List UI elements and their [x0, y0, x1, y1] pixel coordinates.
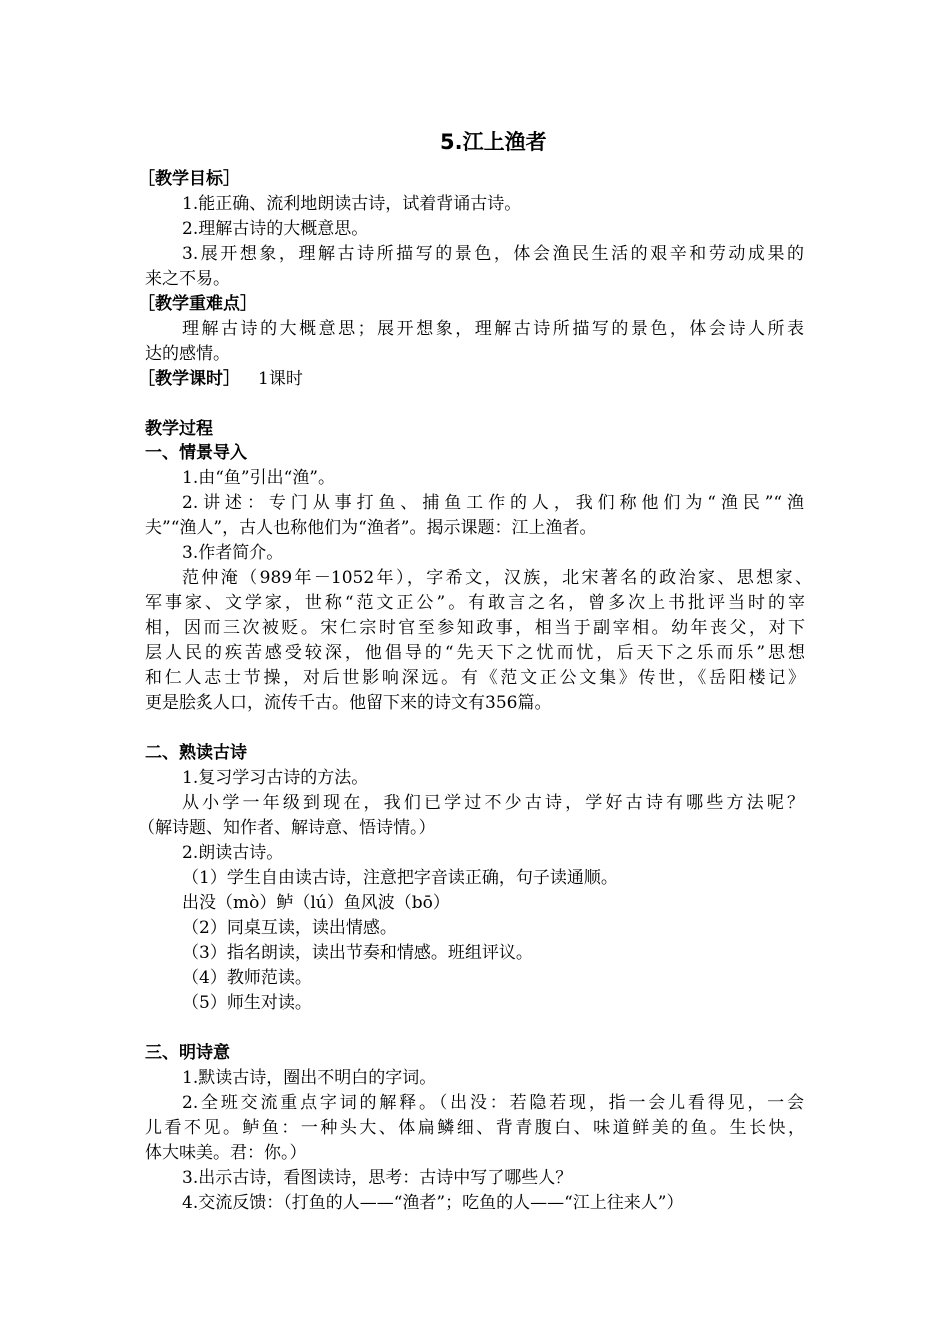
keypoints-heading: ［教学重难点］ — [138, 294, 257, 314]
s1-line: 3.作者简介。 — [182, 543, 284, 563]
s2-line: 2.朗读古诗。 — [182, 843, 284, 863]
s1-line: 相，因而三次被贬。宋仁宗时官至参知政事，相当于副宰相。幼年丧父，对下 — [145, 618, 805, 638]
s2-line: （2）同桌互读，读出情感。 — [182, 918, 397, 938]
section-1-heading: 一、情景导入 — [145, 443, 247, 463]
s1-line: 更是脍炙人口，流传千古。他留下来的诗文有356篇。 — [145, 693, 552, 713]
hours-heading: ［教学课时］ — [138, 369, 240, 389]
s1-line: 军事家、文学家，世称“范文正公”。有敢言之名，曾多次上书批评当时的宰 — [145, 593, 805, 613]
s1-line: 夫”“渔人”，古人也称他们为“渔者”。揭示课题：江上渔者。 — [145, 518, 597, 538]
section-3-heading: 三、明诗意 — [145, 1043, 230, 1063]
objective-item-2: 2.理解古诗的大概意思。 — [182, 219, 369, 239]
s1-line: 层人民的疾苦感受较深，他倡导的“先天下之忧而忧，后天下之乐而乐”思想 — [145, 643, 805, 663]
s2-line: （5）师生对读。 — [182, 993, 312, 1013]
objective-item-1: 1.能正确、流利地朗读古诗，试着背诵古诗。 — [182, 194, 522, 214]
objective-item-3: 3.展开想象，理解古诗所描写的景色，体会渔民生活的艰辛和劳动成果的 — [182, 244, 804, 264]
s2-line: （解诗题、知作者、解诗意、悟诗情。） — [138, 818, 436, 838]
s2-line: 从小学一年级到现在，我们已学过不少古诗，学好古诗有哪些方法呢？ — [182, 793, 804, 813]
objective-item-3-cont: 来之不易。 — [145, 269, 230, 289]
page-title: 5.江上渔者 — [440, 130, 547, 154]
s1-line: 2.讲述：专门从事打鱼、捕鱼工作的人，我们称他们为“渔民”“渔 — [182, 493, 804, 513]
s1-line: 范仲淹（989年－1052年），字希文，汉族，北宋著名的政治家、思想家、 — [182, 568, 812, 588]
section-2-heading: 二、熟读古诗 — [145, 743, 247, 763]
s1-line: 和仁人志士节操，对后世影响深远。有《范文正公文集》传世，《岳阳楼记》 — [145, 668, 805, 688]
s2-line: （3）指名朗读，读出节奏和情感。班组评议。 — [182, 943, 533, 963]
s3-line: 2.全班交流重点字词的解释。（出没：若隐若现，指一会儿看得见，一会 — [182, 1093, 804, 1113]
s2-line: （4）教师范读。 — [182, 968, 312, 988]
objectives-heading: ［教学目标］ — [138, 169, 240, 189]
s2-line: （1）学生自由读古诗，注意把字音读正确，句子读通顺。 — [182, 868, 618, 888]
s3-line: 儿看不见。鲈鱼：一种头大、体扁鳞细、背青腹白、味道鲜美的鱼。生长快， — [145, 1118, 805, 1138]
keypoints-line-1: 理解古诗的大概意思；展开想象，理解古诗所描写的景色，体会诗人所表 — [182, 319, 804, 339]
s1-line: 1.由“鱼”引出“渔”。 — [182, 468, 335, 488]
process-heading: 教学过程 — [145, 419, 213, 439]
s2-pinyin-line: 出没（mò）鲈（lú）鱼风波（bō） — [182, 893, 450, 913]
s3-line: 4.交流反馈：（打鱼的人——“渔者”；吃鱼的人——“江上往来人”） — [182, 1193, 684, 1213]
s3-line: 体大味美。君：你。） — [145, 1143, 307, 1163]
s3-line: 3.出示古诗，看图读诗，思考：古诗中写了哪些人？ — [182, 1168, 573, 1188]
s3-line: 1.默读古诗，圈出不明白的字词。 — [182, 1068, 437, 1088]
s2-line: 1.复习学习古诗的方法。 — [182, 768, 369, 788]
keypoints-line-2: 达的感情。 — [145, 344, 230, 364]
hours-value: 1课时 — [258, 369, 303, 389]
